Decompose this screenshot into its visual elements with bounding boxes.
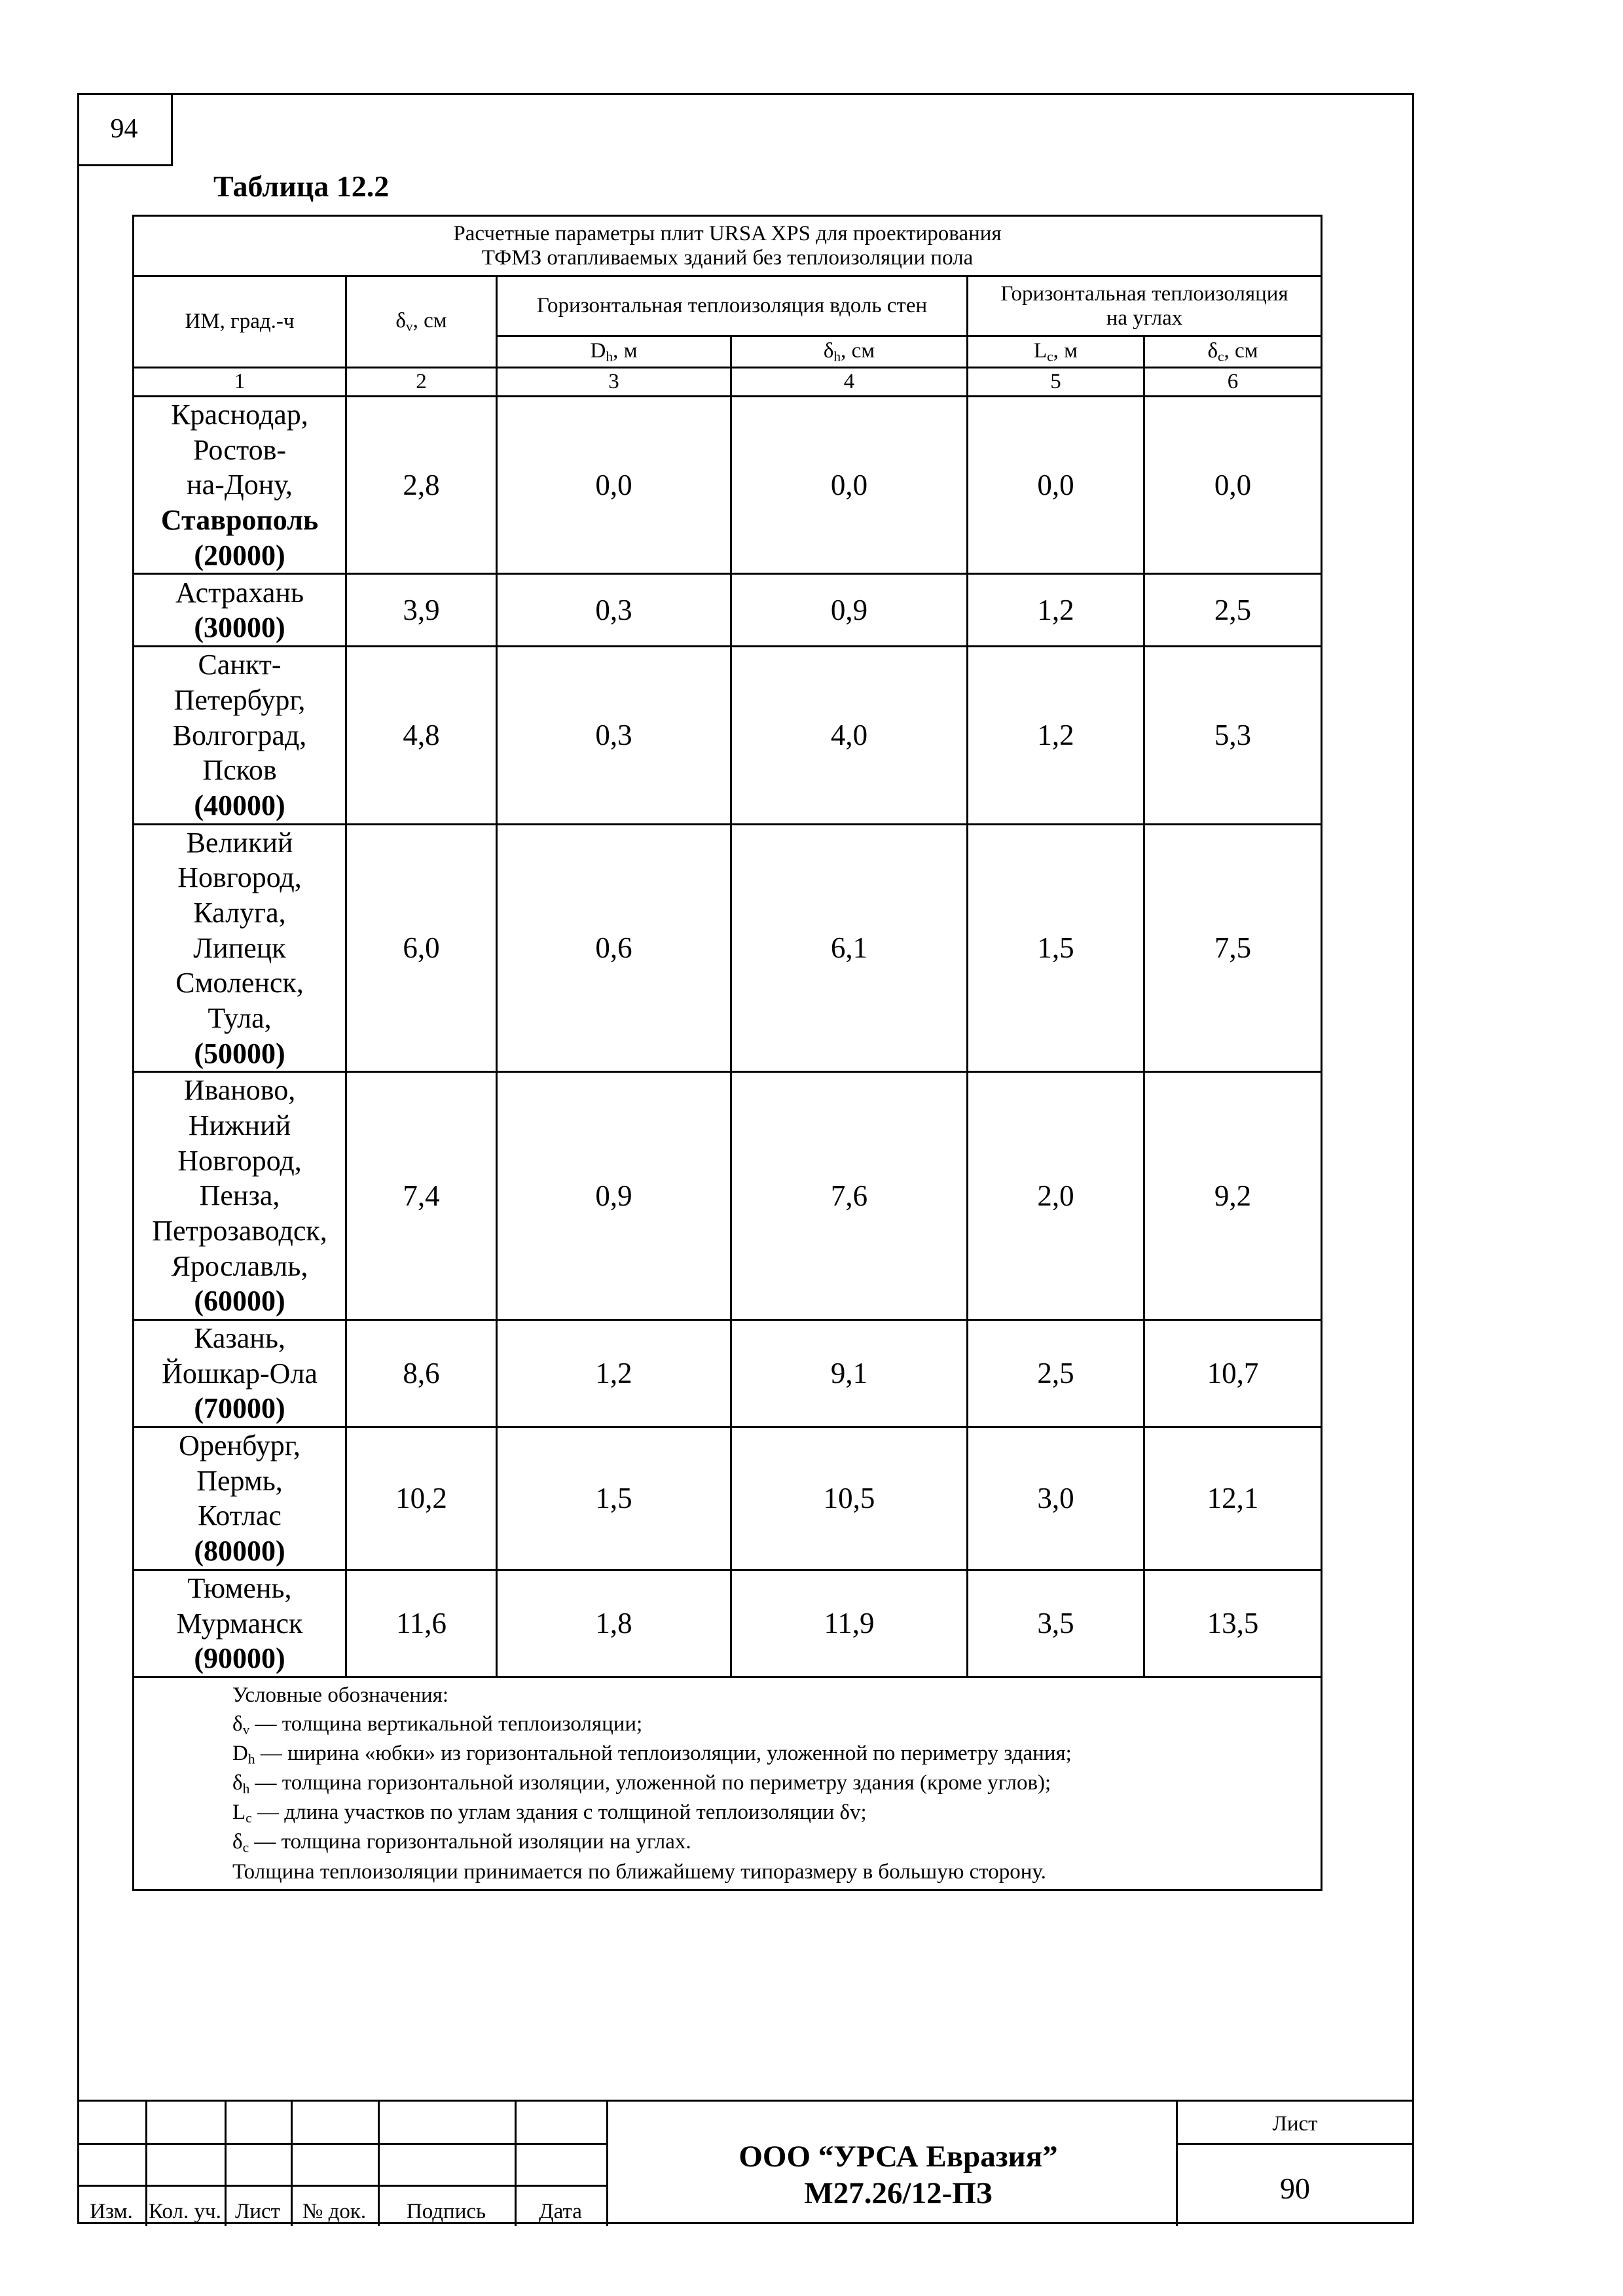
legend-notes <box>134 1677 1322 1890</box>
city-name: Тюмень, <box>187 1571 292 1604</box>
legend-symbol: D <box>232 1742 248 1766</box>
header-group-corners-line-2: на углах <box>1106 306 1183 330</box>
city-name: Волгоград, <box>172 719 307 751</box>
value-dh: 1,2 <box>497 1320 731 1427</box>
city-name: Липецк <box>193 931 286 964</box>
city-name: Новгород, <box>177 1144 302 1177</box>
parameters-table <box>132 215 1322 1891</box>
city-name: Санкт- <box>198 649 282 681</box>
im-value: (80000) <box>194 1535 285 1568</box>
table-title-line-2: ТФМЗ отапливаемых зданий без теплоизоляции пола <box>481 245 974 270</box>
header-delta-h-unit: , см <box>841 339 875 363</box>
stamp-label-doc-no: № док. <box>302 2200 367 2223</box>
header-delta-v <box>346 276 497 368</box>
value-delta-h: 11,9 <box>731 1570 968 1677</box>
sheet-number: 90 <box>1280 2172 1310 2205</box>
city-name: Казань, <box>194 1322 285 1355</box>
header-delta-h-symbol: δ <box>823 339 834 363</box>
column-number: 6 <box>1144 368 1322 397</box>
header-delta-h-subscript: h <box>833 348 841 365</box>
city-cell <box>134 397 346 574</box>
legend-symbol: δ <box>232 1771 243 1795</box>
document-code: М27.26/12-ПЗ <box>804 2176 993 2211</box>
table-row <box>134 397 1322 574</box>
table-title-line-1: Расчетные параметры плит URSA XPS для проектирования <box>453 221 1002 245</box>
value-delta-h: 0,0 <box>731 397 968 574</box>
column-number: 3 <box>497 368 731 397</box>
im-value: (40000) <box>194 789 285 822</box>
legend-item <box>232 1739 1321 1768</box>
table-row <box>134 574 1322 647</box>
value-lc: 2,0 <box>968 1072 1144 1320</box>
legend-text: — длина участков по углам здания с толщиной теплоизоляции δv; <box>251 1801 867 1825</box>
company-name: ООО “УРСА Евразия” <box>739 2140 1058 2174</box>
table-title <box>134 216 1322 276</box>
value-dh: 0,9 <box>497 1072 731 1320</box>
table-row <box>134 647 1322 824</box>
legend-items <box>232 1710 1321 1857</box>
page-number: 94 <box>77 93 173 166</box>
header-group-corners <box>968 276 1322 336</box>
legend-text: — ширина «юбки» из горизонтальной теплоизоляции, уложенной по периметру здания; <box>255 1742 1072 1766</box>
legend-text: — толщина горизонтальной изоляции, уложенной по периметру здания (кроме углов); <box>249 1771 1051 1795</box>
header-delta-v-subscript: v <box>405 318 413 334</box>
value-delta-h: 9,1 <box>731 1320 968 1427</box>
city-name: Ростов- <box>192 433 287 466</box>
value-delta-h: 6,1 <box>731 824 968 1072</box>
city-name: Краснодар, <box>171 399 308 431</box>
header-delta-v-unit: , см <box>412 309 447 333</box>
notes-row <box>134 1677 1322 1890</box>
header-dh-unit: , м <box>613 339 638 363</box>
legend-subscript: h <box>247 1751 255 1767</box>
value-dv: 2,8 <box>346 397 497 574</box>
im-value: (90000) <box>194 1642 285 1675</box>
column-number: 1 <box>134 368 346 397</box>
value-dh: 1,8 <box>497 1570 731 1677</box>
header-delta-c <box>1144 336 1322 368</box>
value-dh: 0,3 <box>497 574 731 647</box>
city-name: Калуга, <box>193 897 286 929</box>
city-cell <box>134 1427 346 1570</box>
city-cell <box>134 574 346 647</box>
city-name: Мурманск <box>176 1607 303 1640</box>
city-cell <box>134 647 346 824</box>
legend-text: — толщина горизонтальной изоляции на углах. <box>249 1830 691 1854</box>
column-number: 2 <box>346 368 497 397</box>
header-dh-symbol: D <box>590 339 606 363</box>
legend-subscript: c <box>246 1810 252 1826</box>
value-delta-c: 5,3 <box>1144 647 1322 824</box>
stamp-label-signature: Подпись <box>406 2200 486 2223</box>
value-delta-c: 7,5 <box>1144 824 1322 1072</box>
city-cell <box>134 1072 346 1320</box>
value-dv: 4,8 <box>346 647 497 824</box>
city-name: Петрозаводск, <box>152 1215 327 1247</box>
header-delta-c-unit: , см <box>1224 339 1258 363</box>
header-delta-v-symbol: δ <box>395 309 406 333</box>
legend-subscript: v <box>242 1721 250 1738</box>
value-dv: 10,2 <box>346 1427 497 1570</box>
header-lc-subscript: c <box>1047 348 1053 365</box>
value-delta-c: 10,7 <box>1144 1320 1322 1427</box>
table-row <box>134 824 1322 1072</box>
stamp-label-date: Дата <box>539 2200 582 2223</box>
city-name: Псков <box>202 754 277 787</box>
city-name: Иваново, <box>183 1074 296 1107</box>
city-name: Великий <box>186 826 293 859</box>
table-row <box>134 1427 1322 1570</box>
legend-item <box>232 1768 1321 1798</box>
value-delta-c: 2,5 <box>1144 574 1322 647</box>
table-caption: Таблица 12.2 <box>213 170 390 203</box>
header-group-corners-line-1: Горизонтальная теплоизоляция <box>1000 281 1288 306</box>
value-dh: 0,6 <box>497 824 731 1072</box>
city-name: Пермь, <box>196 1464 283 1497</box>
table-title-row <box>134 216 1322 276</box>
city-name: Петербург, <box>173 684 306 717</box>
value-delta-c: 12,1 <box>1144 1427 1322 1570</box>
header-lc <box>968 336 1144 368</box>
title-block-line <box>77 2143 606 2145</box>
value-dh: 0,3 <box>497 647 731 824</box>
legend-item <box>232 1710 1321 1739</box>
value-dv: 7,4 <box>346 1072 497 1320</box>
title-block-line <box>606 2102 608 2226</box>
legend-footer: Толщина теплоизоляции принимается по ближайшему типоразмеру в большую сторону. <box>232 1859 1046 1884</box>
city-cell <box>134 824 346 1072</box>
legend-item <box>232 1798 1321 1827</box>
value-dv: 6,0 <box>346 824 497 1072</box>
title-block-line <box>77 2185 606 2187</box>
im-value: (30000) <box>194 611 285 644</box>
value-lc: 2,5 <box>968 1320 1144 1427</box>
value-lc: 1,2 <box>968 647 1144 824</box>
city-cell <box>134 1570 346 1677</box>
im-value: (60000) <box>194 1285 285 1318</box>
legend-symbol: δ <box>232 1830 243 1854</box>
column-number: 5 <box>968 368 1144 397</box>
table-row <box>134 1320 1322 1427</box>
value-dv: 3,9 <box>346 574 497 647</box>
header-group-walls: Горизонтальная теплоизоляция вдоль стен <box>497 276 968 336</box>
legend-subscript: c <box>242 1839 249 1856</box>
company-block <box>621 2138 1176 2212</box>
city-name: Оренбург, <box>179 1429 301 1462</box>
value-dh: 1,5 <box>497 1427 731 1570</box>
city-name: на-Дону, <box>187 469 293 501</box>
city-cell <box>134 1320 346 1427</box>
sheet-label: Лист <box>1272 2112 1318 2136</box>
im-value: (20000) <box>194 539 285 571</box>
title-block <box>77 2100 1414 2226</box>
stamp-label-kol-uch: Кол. уч. <box>149 2200 221 2223</box>
legend-symbol: L <box>232 1801 246 1825</box>
value-lc: 3,0 <box>968 1427 1144 1570</box>
header-im: ИМ, град.-ч <box>134 276 346 368</box>
value-delta-h: 4,0 <box>731 647 968 824</box>
value-delta-h: 0,9 <box>731 574 968 647</box>
value-delta-c: 0,0 <box>1144 397 1322 574</box>
value-delta-h: 10,5 <box>731 1427 968 1570</box>
city-name: Котлас <box>198 1499 282 1532</box>
table-row <box>134 1072 1322 1320</box>
header-delta-h <box>731 336 968 368</box>
city-name: Астрахань <box>175 576 304 609</box>
city-name: Пенза, <box>199 1179 280 1212</box>
im-value: (50000) <box>194 1037 285 1069</box>
legend-heading: Условные обозначения: <box>232 1683 449 1707</box>
title-block-line <box>1176 2143 1414 2145</box>
im-value: (70000) <box>194 1392 285 1425</box>
header-dh-subscript: h <box>606 348 613 365</box>
header-delta-c-subscript: c <box>1218 348 1224 365</box>
stamp-label-list: Лист <box>234 2200 281 2223</box>
header-row-1 <box>134 276 1322 336</box>
value-delta-h: 7,6 <box>731 1072 968 1320</box>
value-lc: 0,0 <box>968 397 1144 574</box>
city-name: Йошкар-Ола <box>162 1357 318 1390</box>
city-name: Тула, <box>208 1002 272 1035</box>
legend-symbol: δ <box>232 1712 243 1736</box>
header-lc-symbol: L <box>1033 339 1048 363</box>
column-number: 4 <box>731 368 968 397</box>
header-dh <box>497 336 731 368</box>
legend-subscript: h <box>242 1780 250 1797</box>
city-name: Смоленск, <box>175 967 304 999</box>
stamp-label-izm: Изм. <box>90 2200 133 2223</box>
legend-text: — толщина вертикальной теплоизоляции; <box>249 1712 643 1736</box>
value-lc: 1,5 <box>968 824 1144 1072</box>
column-number-row <box>134 368 1322 397</box>
value-lc: 1,2 <box>968 574 1144 647</box>
value-delta-c: 13,5 <box>1144 1570 1322 1677</box>
city-name: Новгород, <box>177 861 302 894</box>
value-dv: 8,6 <box>346 1320 497 1427</box>
legend-item <box>232 1827 1321 1857</box>
header-lc-unit: , м <box>1053 339 1078 363</box>
city-name-bold: Ставрополь <box>160 504 319 537</box>
header-delta-c-symbol: δ <box>1207 339 1218 363</box>
city-name: Ярославль, <box>171 1249 308 1282</box>
city-name: Нижний <box>188 1109 291 1142</box>
value-delta-c: 9,2 <box>1144 1072 1322 1320</box>
table-row <box>134 1570 1322 1677</box>
value-dv: 11,6 <box>346 1570 497 1677</box>
value-dh: 0,0 <box>497 397 731 574</box>
value-lc: 3,5 <box>968 1570 1144 1677</box>
